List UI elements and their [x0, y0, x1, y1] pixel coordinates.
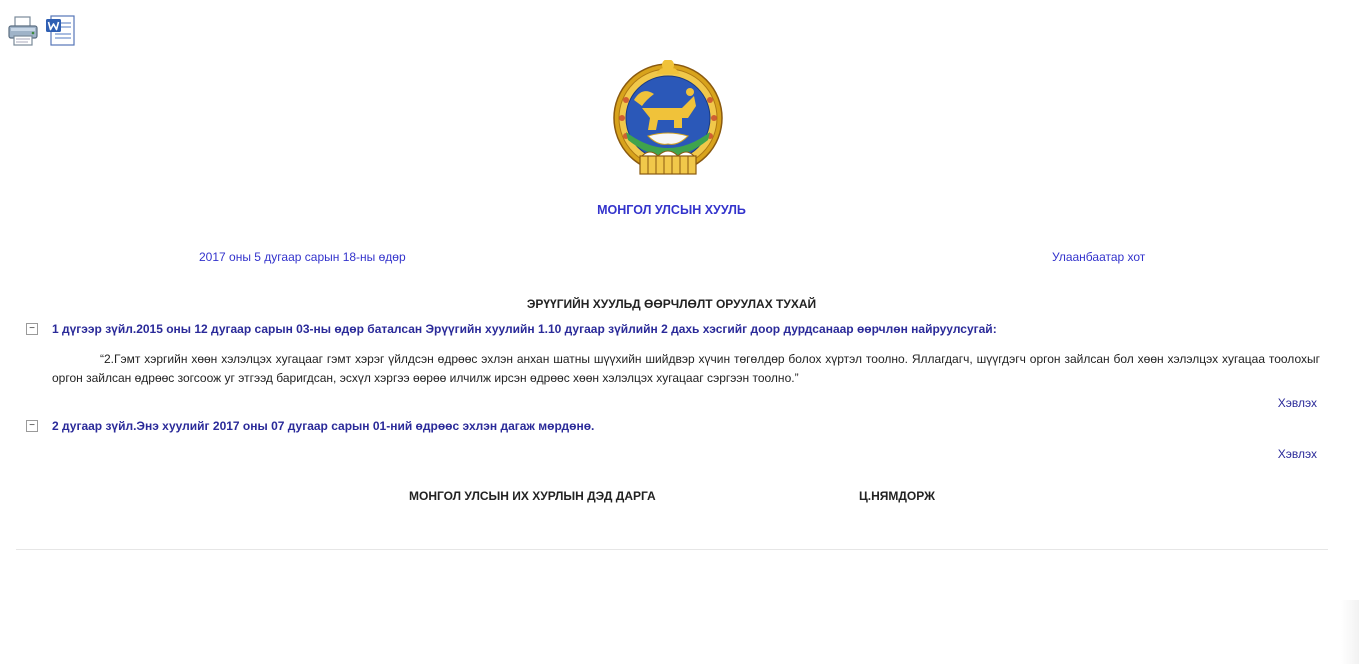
scrollbar-track[interactable] — [1341, 600, 1359, 664]
toolbar — [6, 14, 78, 48]
printer-icon[interactable] — [6, 14, 40, 48]
article-2-title: 2 дугаар зүйл.Энэ хуулийг 2017 оны 07 дугаар сарын 01-ний өдрөөс эхлэн дагаж мөрдөнө. — [52, 419, 595, 433]
law-type-heading: МОНГОЛ УЛСЫН ХУУЛЬ — [597, 203, 746, 217]
article-1-print-link[interactable]: Хэвлэх — [1277, 396, 1317, 410]
collapse-toggle-icon[interactable]: − — [26, 323, 38, 335]
article-2-print-link[interactable]: Хэвлэх — [1277, 447, 1317, 461]
state-emblem-logo — [612, 60, 724, 180]
article-2-header — [26, 419, 594, 433]
signatory-title: МОНГОЛ УЛСЫН ИХ ХУРЛЫН ДЭД ДАРГА — [409, 489, 656, 503]
divider — [16, 549, 1328, 550]
law-place: Улаанбаатар хот — [1052, 250, 1146, 264]
law-title: ЭРҮҮГИЙН ХУУЛЬД ӨӨРЧЛӨЛТ ОРУУЛАХ ТУХАЙ — [526, 297, 817, 311]
article-1-header — [26, 322, 997, 336]
article-1-title: 1 дүгээр зүйл.2015 оны 12 дугаар сарын 03-ны өдөр баталсан Эрүүгийн хуулийн 1.10 дугаар зүйлийн 2 дахь хэсгийг доор дурдсанаар өөрчлөн найруулсугай: — [52, 322, 997, 336]
law-date: 2017 оны 5 дугаар сарын 18-ны өдөр — [199, 250, 406, 264]
article-1-body: “2.Гэмт хэргийн хөөн хэлэлцэх хугацааг гэмт хэрэг үйлдсэн өдрөөс эхлэн анхан шатны шүүхийн шийдвэр хүчин төгөлдөр болох хүртэл тоолно. Яллагдагч, шүүгдэгч оргон зайлсан бол хөөн хэлэлцэх хугацаа тоолохыг оргон зайлсан өдрөөс зогсоож уг этгээд баригдсан, эсхүл хэргээ өөрөө илчилж ирсэн өдрөөс хөөн хэлэлцэх хугацааг сэргээн тоолно.” — [52, 352, 1320, 385]
collapse-toggle-icon[interactable]: − — [26, 420, 38, 432]
word-document-icon[interactable] — [44, 14, 78, 48]
signatory-name: Ц.НЯМДОРЖ — [859, 489, 935, 503]
